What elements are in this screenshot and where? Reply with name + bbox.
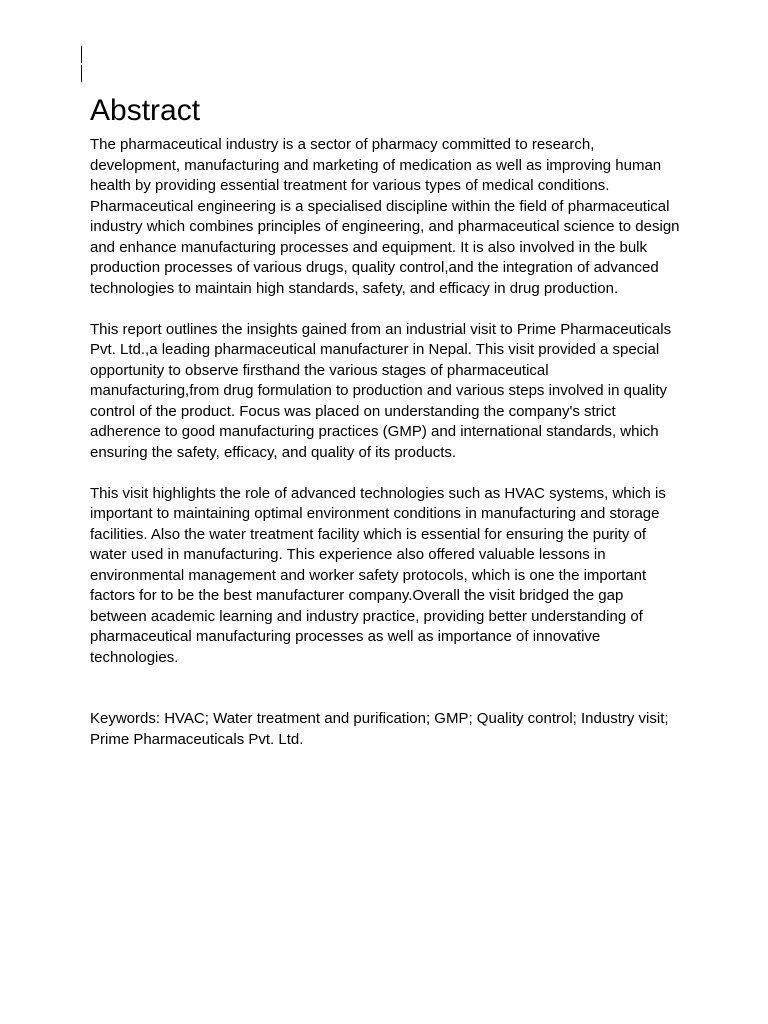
abstract-heading: Abstract [90, 94, 201, 127]
text-cursor-mark [81, 46, 82, 63]
abstract-paragraph-1: The pharmaceutical industry is a sector of pharmacy committed to research, development, manufacturing and marketing of medication as well as improving human health by providing essential treatment for various types of medical conditions. Pharmaceutical engineering is a specialised discipline within the field of pharmaceutical industry which combines principles of engineering, and pharmaceutical science to design and enhance manufacturing processes and equipment. It is also involved in the bulk production processes of various drugs, quality control,and the integration of advanced technologies to maintain high standards, safety, and efficacy in drug production. [90, 136, 680, 297]
keywords-paragraph: Keywords: HVAC; Water treatment and purification; GMP; Quality control; Industry visit; Prime Pharmaceuticals Pvt. Ltd. [90, 710, 669, 748]
abstract-paragraph-2: This report outlines the insights gained from an industrial visit to Prime Pharmaceuticals Pvt. Ltd.,a leading pharmaceutical manufacturer in Nepal. This visit provided a special opportunity to observe firsthand the various stages of pharmaceutical manufacturing,from drug formulation to production and various steps involved in quality control of the product. Focus was placed on understanding the company's strict adherence to good manufacturing practices (GMP) and international standards, which ensuring the safety, efficacy, and quality of its products. [90, 320, 672, 461]
abstract-paragraph-3: This visit highlights the role of advanced technologies such as HVAC systems, which is important to maintaining optimal environment conditions in manufacturing and storage facilities. Also the water treatment facility which is essential for ensuring the purity of water used in manufacturing. This experience also offered valuable lessons in environmental management and worker safety protocols, which is one the important factors for to be the best manufacturer company.Overall the visit bridged the gap between academic learning and industry practice, providing better understanding of pharmaceutical manufacturing processes as well as importance of innovative technologies. [90, 484, 666, 666]
blank-line [90, 689, 680, 710]
document-body [90, 93, 680, 771]
text-cursor-mark [81, 65, 82, 82]
